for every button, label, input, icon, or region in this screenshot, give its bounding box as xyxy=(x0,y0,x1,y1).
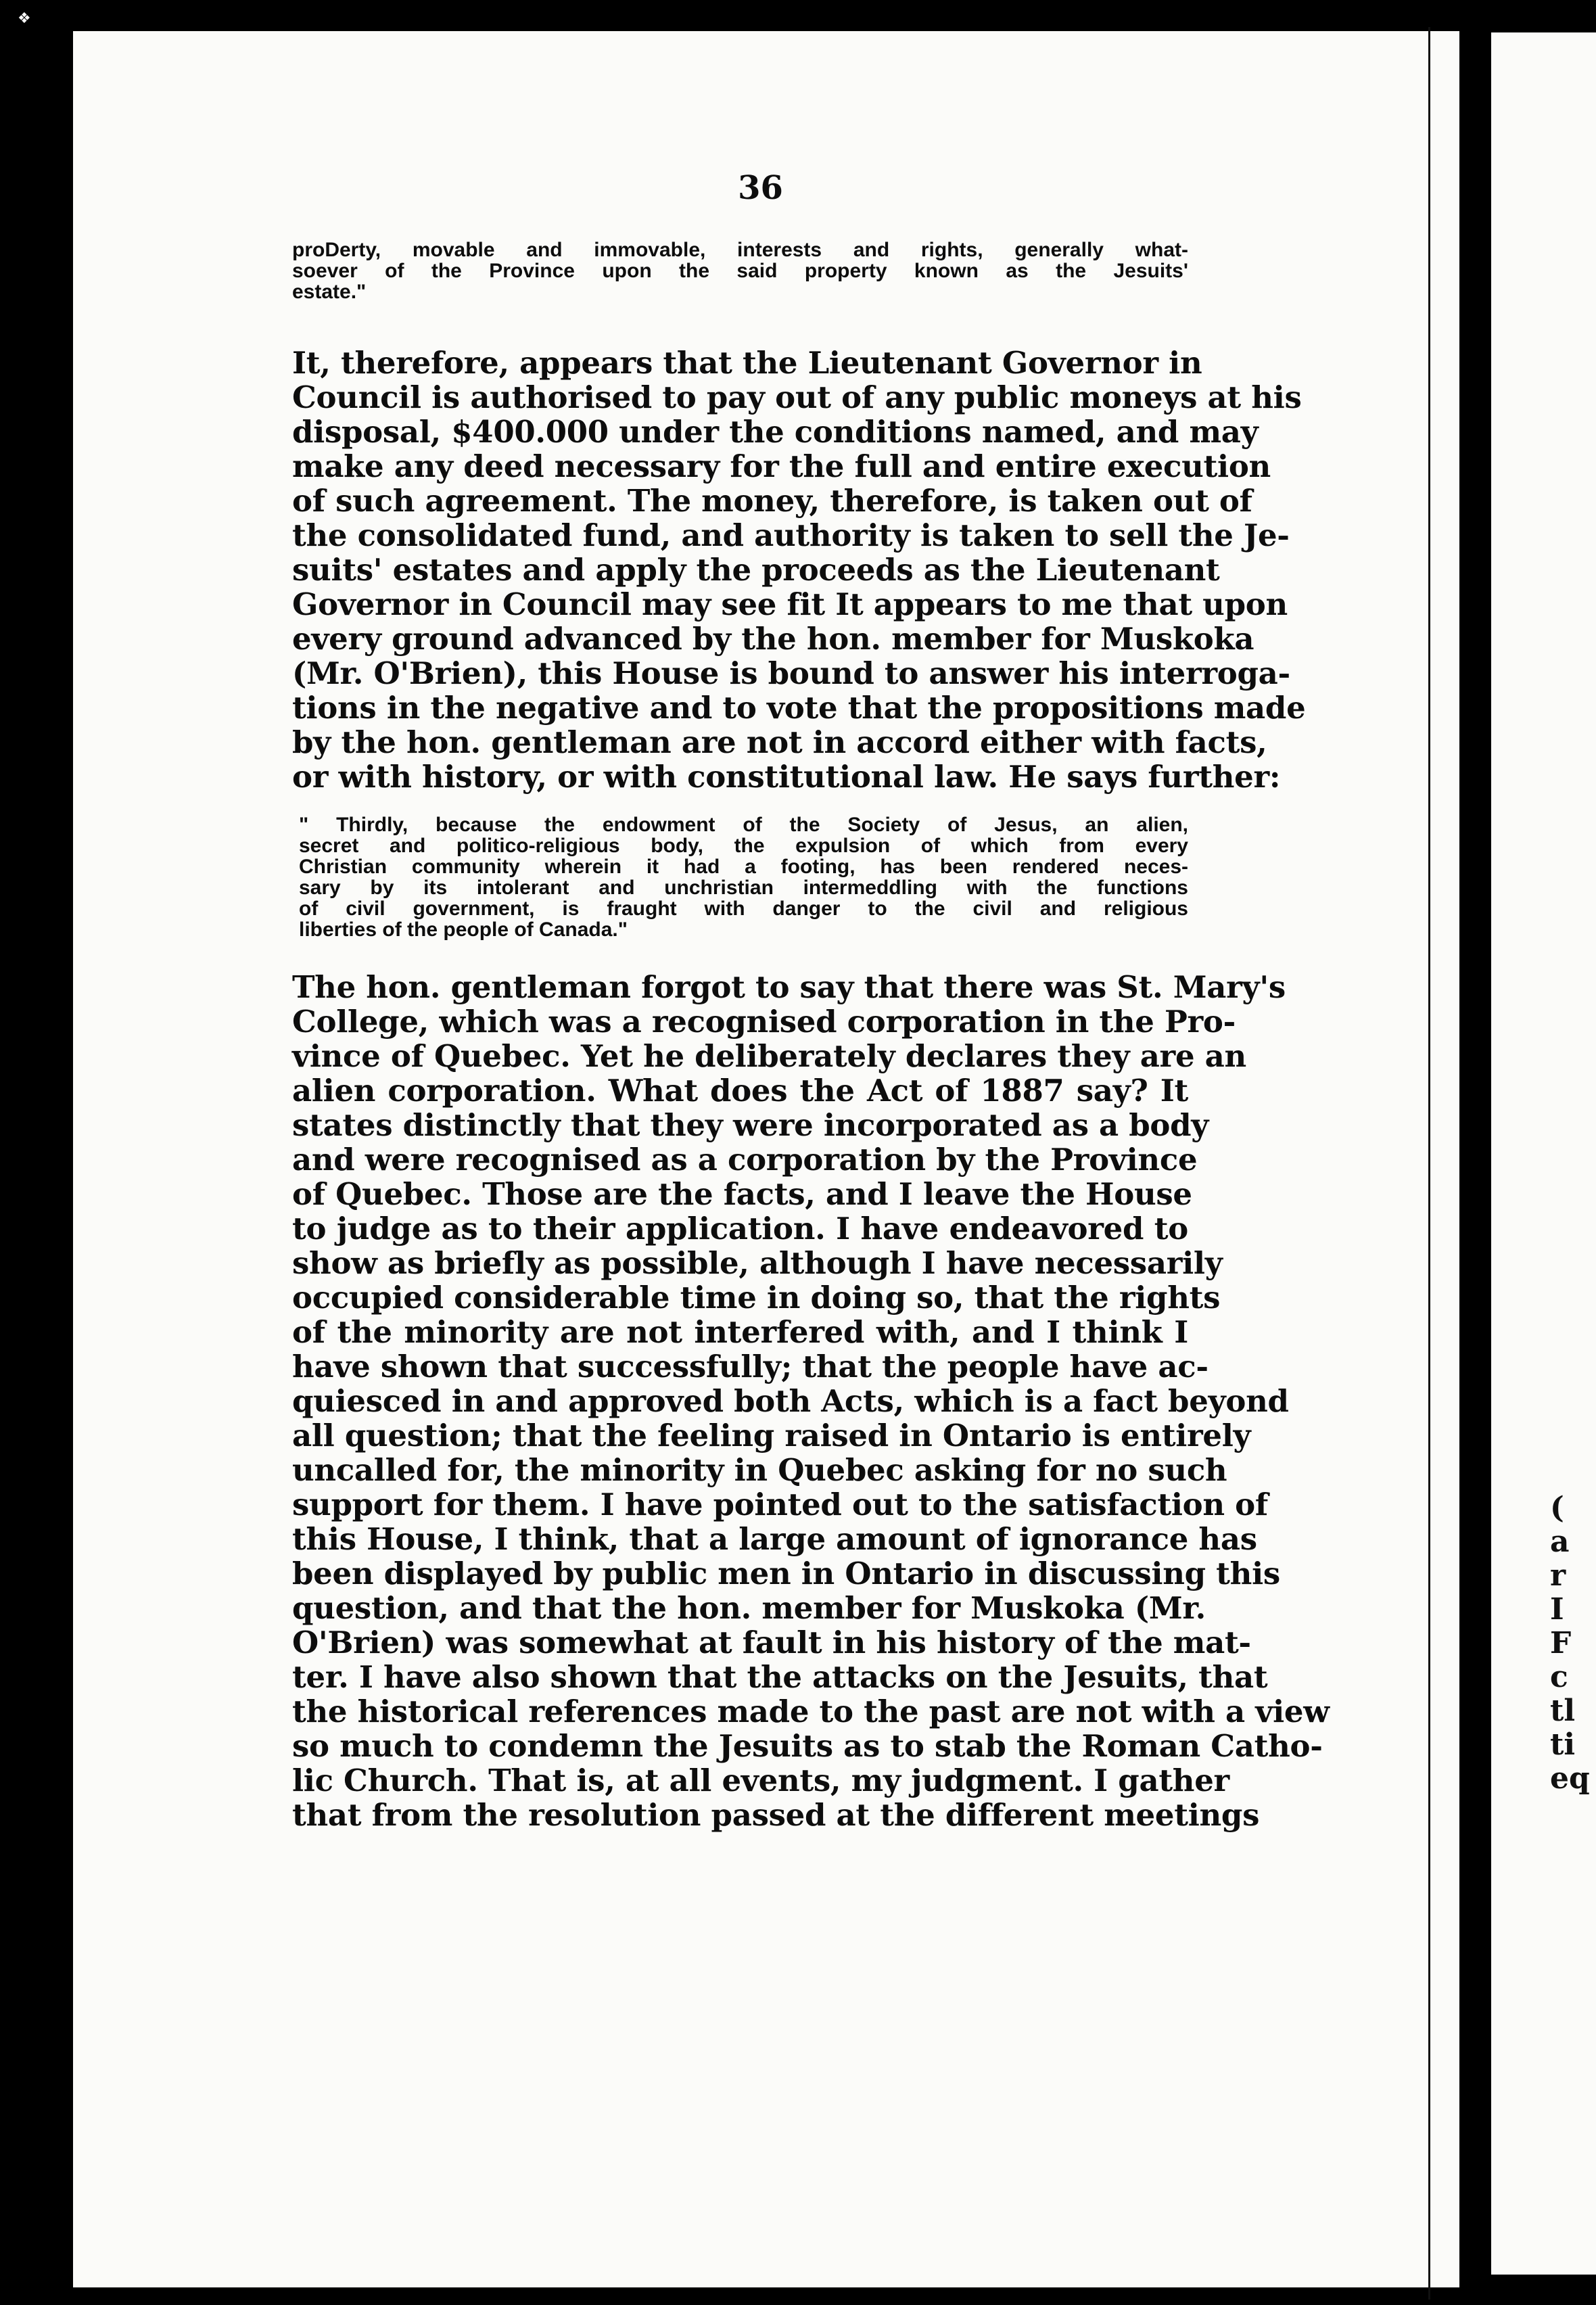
right-page-fragment: c xyxy=(1550,1660,1568,1694)
paragraph-line: of such agreement. The money, therefore, is taken out of xyxy=(292,483,1252,519)
page-number: 36 xyxy=(738,169,783,207)
paragraph-line: or with history, or with constitutional law. He says further: xyxy=(292,759,1281,795)
quote-line: estate." xyxy=(292,281,367,303)
paragraph-line: of Quebec. Those are the facts, and I leave the House xyxy=(292,1176,1192,1212)
paragraph-line: Governor in Council may see fit It appears to me that upon xyxy=(292,586,1288,622)
paragraph-line: disposal, $400.000 under the conditions named, and may xyxy=(292,414,1259,450)
quote-line: soever of the Province upon the said property known as the Jesuits' xyxy=(292,260,1188,282)
paragraph-line: Council is authorised to pay out of any public moneys at his xyxy=(292,379,1302,415)
paragraph-line: make any deed necessary for the full and entire execution xyxy=(292,448,1271,484)
paragraph-line: of the minority are not interfered with, and I think I xyxy=(292,1314,1188,1350)
paragraph-line: and were recognised as a corporation by the Province xyxy=(292,1142,1198,1178)
quote-line: of civil government, is fraught with danger to the civil and religious xyxy=(299,898,1188,920)
right-page-fragment: F xyxy=(1550,1626,1572,1660)
paragraph-line: show as briefly as possible, although I have necessarily xyxy=(292,1245,1223,1281)
paragraph-2 xyxy=(292,969,1330,1833)
paragraph-line: The hon. gentleman forgot to say that there was St. Mary's xyxy=(292,969,1286,1005)
paragraph-line: ter. I have also shown that the attacks on the Jesuits, that xyxy=(292,1659,1268,1695)
paragraph-line: the historical references made to the past are not with a view xyxy=(292,1694,1330,1729)
paragraph-line: this House, I think, that a large amount of ignorance has xyxy=(292,1521,1257,1557)
paragraph-line: so much to condemn the Jesuits as to stab the Roman Catho- xyxy=(292,1728,1323,1764)
paragraph-line: by the hon. gentleman are not in accord either with facts, xyxy=(292,724,1267,760)
paragraph-line: uncalled for, the minority in Quebec asking for no such xyxy=(292,1452,1227,1488)
corner-scan-mark: ❖ xyxy=(18,10,31,27)
quote-line: Christian community wherein it had a footing, has been rendered neces- xyxy=(299,856,1188,878)
quote-line: proDerty, movable and immovable, interests and rights, generally what- xyxy=(292,239,1188,261)
paragraph-line: that from the resolution passed at the different meetings xyxy=(292,1797,1260,1833)
right-page-fragment: ( xyxy=(1550,1491,1564,1525)
quote-block-1 xyxy=(292,239,1188,302)
quote-line: " Thirdly, because the endowment of the Society of Jesus, an alien, xyxy=(299,814,1188,836)
right-page-fragment: tl xyxy=(1550,1694,1576,1728)
quote-line: secret and politico-religious body, the expulsion of which from every xyxy=(299,835,1188,857)
paragraph-line: have shown that successfully; that the people have ac- xyxy=(292,1349,1208,1384)
right-page-fragment: I xyxy=(1550,1592,1564,1627)
right-page-fragment: ti xyxy=(1550,1727,1576,1762)
right-page-fragment: r xyxy=(1550,1558,1566,1593)
paragraph-line: College, which was a recognised corporation in the Pro- xyxy=(292,1004,1236,1040)
paragraph-1 xyxy=(292,345,1306,795)
quote-line: sary by its intolerant and unchristian intermeddling with the functions xyxy=(299,877,1188,899)
quote-line: liberties of the people of Canada." xyxy=(299,918,628,941)
paragraph-line: O'Brien) was somewhat at fault in his history of the mat- xyxy=(292,1625,1251,1660)
right-page-text-fragments xyxy=(1550,1491,1596,1796)
paragraph-line: support for them. I have pointed out to the satisfaction of xyxy=(292,1487,1268,1522)
right-page-fragment: eq xyxy=(1550,1761,1590,1796)
paragraph-line: all question; that the feeling raised in Ontario is entirely xyxy=(292,1418,1251,1453)
right-page-edge xyxy=(1491,32,1596,2275)
paragraph-line: to judge as to their application. I have endeavored to xyxy=(292,1211,1188,1247)
right-page-fragment: a xyxy=(1550,1524,1570,1559)
paragraph-line: states distinctly that they were incorporated as a body xyxy=(292,1107,1209,1143)
paragraph-line: lic Church. That is, at all events, my judgment. I gather xyxy=(292,1763,1229,1798)
paragraph-line: alien corporation. What does the Act of 1887 say? It xyxy=(292,1073,1188,1109)
page-content xyxy=(292,169,1330,1833)
paragraph-line: been displayed by public men in Ontario in discussing this xyxy=(292,1556,1280,1591)
quote-block-2 xyxy=(292,814,1188,940)
paragraph-line: occupied considerable time in doing so, that the rights xyxy=(292,1280,1221,1316)
paragraph-line: question, and that the hon. member for Muskoka (Mr. xyxy=(292,1590,1206,1626)
paragraph-line: every ground advanced by the hon. member for Muskoka xyxy=(292,621,1254,657)
paragraph-line: tions in the negative and to vote that the propositions made xyxy=(292,690,1306,726)
paragraph-line: vince of Quebec. Yet he deliberately declares they are an xyxy=(292,1038,1246,1074)
paragraph-line: the consolidated fund, and authority is taken to sell the Je- xyxy=(292,517,1290,553)
paragraph-line: (Mr. O'Brien), this House is bound to answer his interroga- xyxy=(292,655,1290,691)
paragraph-line: It, therefore, appears that the Lieutenant Governor in xyxy=(292,345,1202,381)
page-gutter xyxy=(1428,27,1430,2300)
paragraph-line: suits' estates and apply the proceeds as the Lieutenant xyxy=(292,552,1220,588)
paragraph-line: quiesced in and approved both Acts, which is a fact beyond xyxy=(292,1383,1289,1419)
